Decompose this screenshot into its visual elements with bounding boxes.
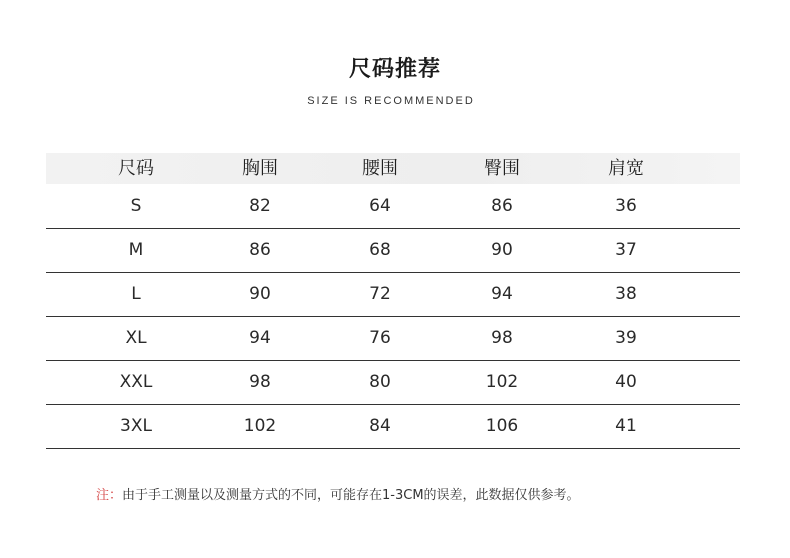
header-shoulder: 肩宽 (608, 158, 644, 179)
hip-cell: 86 (491, 196, 513, 216)
size-cell: L (131, 284, 141, 304)
waist-cell: 80 (369, 372, 391, 392)
shoulder-cell: 37 (615, 240, 637, 260)
chest-cell: 82 (249, 196, 271, 216)
page-title: 尺码推荐 (348, 57, 441, 82)
chest-cell: 98 (249, 372, 271, 392)
measurement-note (96, 484, 756, 503)
chest-cell: 90 (249, 284, 271, 304)
hip-cell: 102 (485, 372, 519, 392)
table-header-row (46, 153, 740, 184)
page-subtitle: SIZE IS RECOMMENDED (307, 95, 475, 107)
chest-cell: 94 (249, 328, 271, 348)
header-size: 尺码 (118, 158, 154, 179)
chest-cell: 102 (243, 416, 277, 436)
hip-cell: 94 (491, 284, 513, 304)
table-row (46, 184, 740, 229)
note-label: 注： (96, 488, 123, 503)
waist-cell: 72 (369, 284, 391, 304)
shoulder-cell: 36 (615, 196, 637, 216)
size-cell: M (128, 240, 144, 260)
size-cell: XL (125, 328, 147, 348)
shoulder-cell: 41 (615, 416, 637, 436)
size-cell: S (130, 196, 142, 216)
waist-cell: 76 (369, 328, 391, 348)
table-row (46, 361, 740, 405)
size-cell: XXL (119, 372, 153, 392)
table-row (46, 405, 740, 449)
size-chart-table (46, 153, 740, 449)
chest-cell: 86 (249, 240, 271, 260)
shoulder-cell: 40 (615, 372, 637, 392)
table-row (46, 229, 740, 273)
shoulder-cell: 38 (615, 284, 637, 304)
waist-cell: 84 (369, 416, 391, 436)
note-text: 由于手工测量以及测量方式的不同，可能存在1-3CM的误差，此数据仅供参考。 (122, 488, 580, 503)
waist-cell: 68 (369, 240, 391, 260)
header-waist: 腰围 (362, 158, 398, 179)
hip-cell: 106 (485, 416, 519, 436)
table-row (46, 317, 740, 361)
waist-cell: 64 (369, 196, 391, 216)
hip-cell: 90 (491, 240, 513, 260)
table-row (46, 273, 740, 317)
size-cell: 3XL (120, 416, 152, 436)
hip-cell: 98 (491, 328, 513, 348)
shoulder-cell: 39 (615, 328, 637, 348)
header-hip: 臀围 (484, 158, 520, 179)
header-chest: 胸围 (242, 158, 278, 179)
